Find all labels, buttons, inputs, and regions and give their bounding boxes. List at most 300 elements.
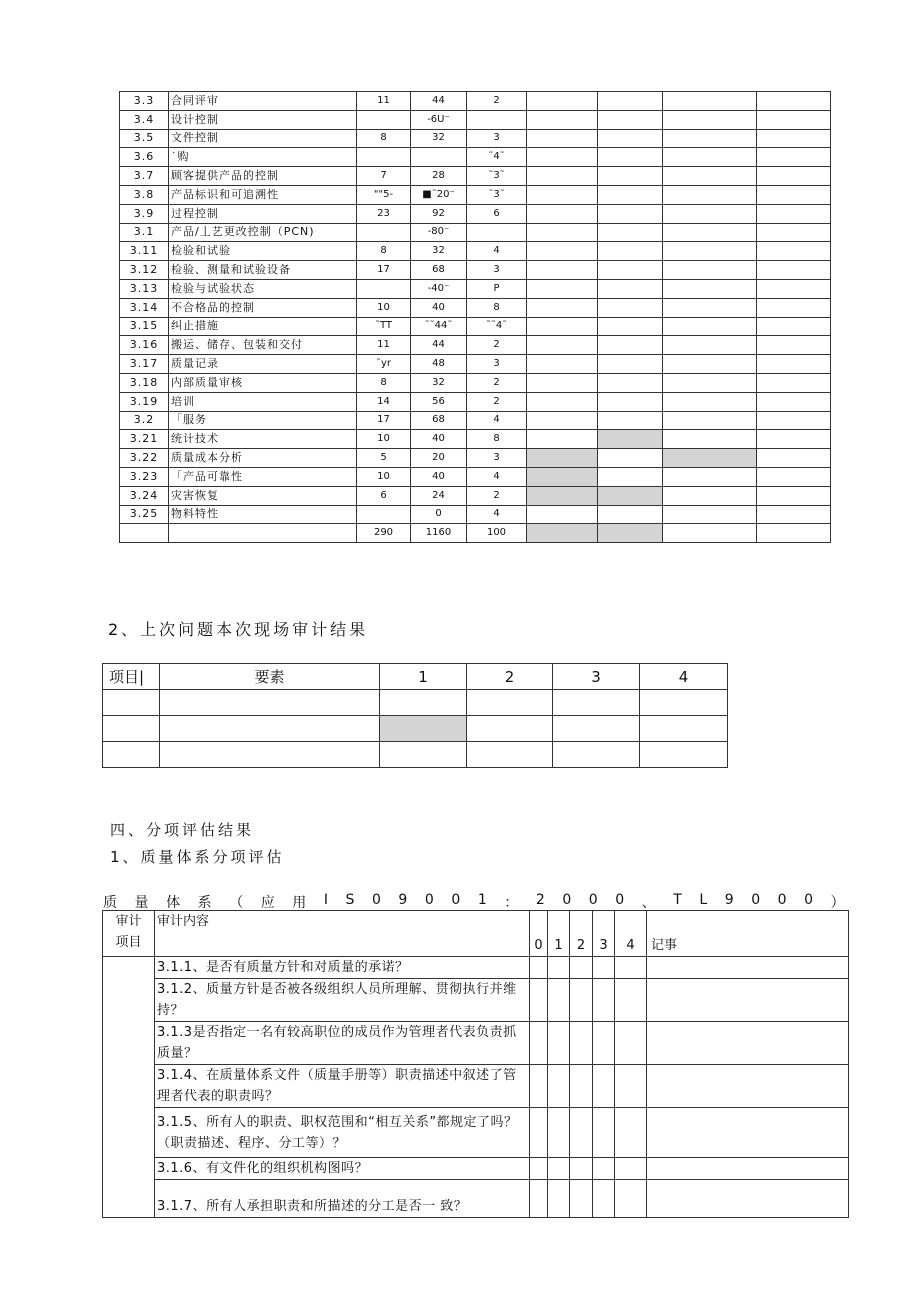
row-id: 3.2: [120, 411, 169, 430]
row-value-b: 68: [411, 261, 467, 280]
row-value-c: 3: [467, 355, 527, 374]
table-row: [103, 979, 849, 1022]
notes-cell: [647, 1158, 849, 1180]
empty-cell: [598, 298, 663, 317]
table-row: [120, 430, 831, 449]
header-element: 要素: [160, 664, 380, 690]
row-name: 统计技术: [169, 430, 357, 449]
table-row: [120, 110, 831, 129]
table-row: [120, 355, 831, 374]
row-value-c: 2: [467, 92, 527, 111]
table-row: [120, 336, 831, 355]
quality-system-audit-table: [102, 910, 849, 1218]
empty-cell: [598, 524, 663, 543]
heading-char: 用: [292, 895, 307, 911]
row-value-a: [357, 505, 411, 524]
row-id: 3.25: [120, 505, 169, 524]
empty-cell: [598, 430, 663, 449]
audit-question: 3.1.6、有文件化的组织机构图吗？: [155, 1158, 530, 1180]
row-name: 灾害恢复: [169, 486, 357, 505]
empty-cell: [527, 505, 598, 524]
score-cell: [615, 1180, 647, 1218]
row-name: 产品/丄艺更改控制（PCN): [169, 223, 357, 242]
score-cell: [530, 1108, 548, 1158]
row-id: 3.17: [120, 355, 169, 374]
row-id: 3.16: [120, 336, 169, 355]
header-1: 1: [380, 664, 467, 690]
score-2: 2: [570, 911, 593, 957]
row-id: 3.7: [120, 167, 169, 186]
score-cell: [548, 1022, 570, 1065]
empty-cell: [598, 355, 663, 374]
empty-cell: [663, 355, 757, 374]
table-row: [120, 317, 831, 336]
table-row: [120, 261, 831, 280]
row-value-c: 2: [467, 336, 527, 355]
row-value-a: 11: [357, 92, 411, 111]
empty-cell: [598, 411, 663, 430]
row-name: ˙购: [169, 148, 357, 167]
empty-cell: [663, 279, 757, 298]
row-id: 3.4: [120, 110, 169, 129]
empty-cell: [598, 110, 663, 129]
row-value-b: -80⁻: [411, 223, 467, 242]
score-cell: [615, 1158, 647, 1180]
row-value-c: ˜3˜: [467, 167, 527, 186]
empty-cell: [663, 336, 757, 355]
empty-cell: [757, 392, 831, 411]
score-cell: [593, 1158, 615, 1180]
row-id: 3.1: [120, 223, 169, 242]
row-value-c: 4: [467, 242, 527, 261]
empty-cell: [598, 129, 663, 148]
row-value-c: 3: [467, 449, 527, 468]
empty-cell: [598, 336, 663, 355]
row-value-b: -6U⁻: [411, 110, 467, 129]
row-value-b: 24: [411, 486, 467, 505]
row-value-c: 4: [467, 411, 527, 430]
row-value-a: 7: [357, 167, 411, 186]
empty-cell: [527, 167, 598, 186]
empty-cell: [527, 467, 598, 486]
heading-char: 0: [424, 892, 434, 908]
empty-cell: [598, 204, 663, 223]
row-value-b: 48: [411, 355, 467, 374]
row-name: [169, 524, 357, 543]
table-row: [120, 392, 831, 411]
heading-char: 系: [197, 895, 212, 911]
table-header-row: [103, 664, 728, 690]
previous-issues-table: [102, 663, 728, 768]
empty-cell: [757, 486, 831, 505]
row-value-a: 10: [357, 430, 411, 449]
audit-question: 3.1.4、在质量体系文件（质量手册等）职责描述中叙述了管理者代表的职责吗？: [155, 1065, 530, 1108]
table-row: [120, 524, 831, 543]
row-value-a: 290: [357, 524, 411, 543]
row-name: 检验和试验: [169, 242, 357, 261]
heading-char: 0: [804, 892, 814, 908]
row-name: 过程控制: [169, 204, 357, 223]
empty-cell: [663, 411, 757, 430]
empty-cell: [663, 148, 757, 167]
score-cell: [530, 979, 548, 1022]
empty-cell: [598, 317, 663, 336]
empty-cell: [598, 185, 663, 204]
header-2: 2: [467, 664, 553, 690]
score-cell: [548, 1065, 570, 1108]
empty-cell: [663, 185, 757, 204]
header-audit-item-1: 审计: [115, 914, 142, 929]
row-value-b: 44: [411, 336, 467, 355]
table-header-row: [103, 911, 849, 957]
row-value-b: 20: [411, 449, 467, 468]
empty-cell: [757, 110, 831, 129]
score-cell: [530, 957, 548, 979]
heading-char: 、: [641, 895, 656, 911]
table-row: [103, 1108, 849, 1158]
heading-char: L: [699, 892, 708, 908]
score-cell: [593, 1180, 615, 1218]
heading-char: 1: [477, 892, 487, 908]
row-name: 检验、测量和试验设备: [169, 261, 357, 280]
score-cell: [570, 1065, 593, 1108]
row-id: 3.8: [120, 185, 169, 204]
row-value-a: 14: [357, 392, 411, 411]
empty-cell: [527, 411, 598, 430]
empty-cell: [757, 279, 831, 298]
empty-cell: [527, 242, 598, 261]
empty-cell: [598, 261, 663, 280]
row-value-b: -40⁻: [411, 279, 467, 298]
row-value-b: ■˜20⁻: [411, 185, 467, 204]
score-0: 0: [530, 911, 548, 957]
row-name: 质量记录: [169, 355, 357, 374]
row-value-b: 40: [411, 298, 467, 317]
row-id: 3.24: [120, 486, 169, 505]
table-row: [120, 467, 831, 486]
empty-cell: [757, 129, 831, 148]
row-id: 3.22: [120, 449, 169, 468]
row-value-a: ""5-: [357, 185, 411, 204]
score-cell: [570, 1180, 593, 1218]
table-row: [103, 1158, 849, 1180]
row-value-c: 2: [467, 373, 527, 392]
row-value-b: 40: [411, 467, 467, 486]
heading-char: （: [229, 895, 244, 911]
row-value-c: 8: [467, 430, 527, 449]
empty-cell: [757, 467, 831, 486]
heading-char: 0: [371, 892, 381, 908]
row-value-c: 2: [467, 392, 527, 411]
row-value-c: ˜4˜: [467, 148, 527, 167]
empty-cell: [527, 129, 598, 148]
table-row: [120, 486, 831, 505]
table-row: [120, 298, 831, 317]
row-value-a: 6: [357, 486, 411, 505]
header-4: 4: [640, 664, 728, 690]
empty-cell: [527, 486, 598, 505]
empty-cell: [757, 505, 831, 524]
heading-char: T: [673, 892, 682, 908]
score-1: 1: [548, 911, 570, 957]
empty-cell: [527, 392, 598, 411]
table-row: [120, 449, 831, 468]
row-value-a: 8: [357, 373, 411, 392]
row-value-c: P: [467, 279, 527, 298]
table-row: [120, 279, 831, 298]
row-name: 「服务: [169, 411, 357, 430]
heading-char: ：: [504, 895, 519, 911]
summary-score-table: [119, 91, 831, 543]
notes-cell: [647, 1065, 849, 1108]
header-3: 3: [553, 664, 640, 690]
row-id: 3.5: [120, 129, 169, 148]
empty-cell: [663, 430, 757, 449]
empty-cell: [757, 336, 831, 355]
table-row: [103, 690, 728, 716]
row-id: 3.9: [120, 204, 169, 223]
empty-cell: [757, 298, 831, 317]
row-value-b: 44: [411, 92, 467, 111]
row-name: 检验与试验状态: [169, 279, 357, 298]
score-cell: [615, 957, 647, 979]
score-cell: [570, 1022, 593, 1065]
row-value-b: 32: [411, 242, 467, 261]
empty-cell: [527, 317, 598, 336]
empty-cell: [527, 92, 598, 111]
score-cell: [530, 1022, 548, 1065]
score-cell: [530, 1180, 548, 1218]
score-cell: [615, 1065, 647, 1108]
heading-char: 0: [751, 892, 761, 908]
empty-cell: [663, 524, 757, 543]
score-cell: [570, 979, 593, 1022]
notes-cell: [647, 957, 849, 979]
table-row: [120, 505, 831, 524]
row-name: 「产品可靠性: [169, 467, 357, 486]
heading-char: 质: [103, 895, 117, 911]
row-value-c: 100: [467, 524, 527, 543]
score-cell: [548, 1108, 570, 1158]
row-value-c: 6: [467, 204, 527, 223]
empty-cell: [757, 317, 831, 336]
heading-char: 量: [134, 895, 149, 911]
heading-char: 0: [588, 892, 598, 908]
empty-cell: [527, 110, 598, 129]
table-row: [120, 92, 831, 111]
empty-cell: [663, 449, 757, 468]
row-name: 物料特性: [169, 505, 357, 524]
audit-question: 3.1.3是否指定一名有较高职位的成员作为管理者代表负责抓质量？: [155, 1022, 530, 1065]
row-value-b: [411, 148, 467, 167]
row-id: 3.6: [120, 148, 169, 167]
heading-char: 0: [777, 892, 787, 908]
empty-cell: [663, 167, 757, 186]
row-value-a: [357, 223, 411, 242]
empty-cell: [757, 524, 831, 543]
row-value-c: 3: [467, 129, 527, 148]
score-cell: [570, 1108, 593, 1158]
row-value-c: [467, 223, 527, 242]
heading-char: 0: [615, 892, 625, 908]
row-name: 培训: [169, 392, 357, 411]
empty-cell: [598, 148, 663, 167]
empty-cell: [757, 223, 831, 242]
table-row: [120, 148, 831, 167]
score-cell: [593, 1108, 615, 1158]
heading-char: S: [345, 892, 355, 908]
row-value-c: 2: [467, 486, 527, 505]
row-value-c: ˜3˜: [467, 185, 527, 204]
empty-cell: [757, 242, 831, 261]
empty-cell: [527, 336, 598, 355]
score-cell: [548, 1158, 570, 1180]
table-row: [103, 1065, 849, 1108]
empty-cell: [527, 261, 598, 280]
table-row: [120, 373, 831, 392]
table-row: [120, 129, 831, 148]
row-value-a: 8: [357, 129, 411, 148]
row-value-a: 8: [357, 242, 411, 261]
empty-cell: [527, 204, 598, 223]
score-cell: [615, 1022, 647, 1065]
heading-char: 应: [260, 895, 275, 911]
empty-cell: [527, 430, 598, 449]
score-cell: [593, 1022, 615, 1065]
table-row: [103, 1180, 849, 1218]
row-value-a: [357, 148, 411, 167]
empty-cell: [757, 411, 831, 430]
table-row: [120, 223, 831, 242]
empty-cell: [598, 449, 663, 468]
section-4-subtitle: 1、质量体系分项评估: [110, 848, 285, 866]
empty-cell: [757, 355, 831, 374]
heading-char: 9: [724, 892, 734, 908]
notes-cell: [647, 1108, 849, 1158]
table-row: [103, 957, 849, 979]
row-value-c: 8: [467, 298, 527, 317]
row-name: 纠止措施: [169, 317, 357, 336]
empty-cell: [663, 242, 757, 261]
heading-char: I: [323, 892, 328, 908]
score-cell: [548, 979, 570, 1022]
row-value-b: 56: [411, 392, 467, 411]
row-value-b: 32: [411, 129, 467, 148]
header-audit-item-2: 项目: [115, 935, 142, 950]
row-value-b: 68: [411, 411, 467, 430]
empty-cell: [598, 167, 663, 186]
empty-cell: [757, 430, 831, 449]
heading-char: 体: [166, 895, 181, 911]
row-id: 3.11: [120, 242, 169, 261]
header-item: 项目|: [103, 664, 160, 690]
row-value-c: 3: [467, 261, 527, 280]
empty-cell: [527, 279, 598, 298]
header-notes: 记事: [647, 911, 849, 957]
score-cell: [615, 1108, 647, 1158]
audit-question: 3.1.1、是否有质量方针和对质量的承诺？: [155, 957, 530, 979]
row-value-b: 28: [411, 167, 467, 186]
score-cell: [615, 979, 647, 1022]
row-value-a: ˜yr: [357, 355, 411, 374]
row-value-a: 23: [357, 204, 411, 223]
heading-char: ）: [830, 895, 845, 911]
empty-cell: [663, 486, 757, 505]
empty-cell: [757, 373, 831, 392]
row-value-b: 92: [411, 204, 467, 223]
score-cell: [530, 1158, 548, 1180]
row-id: [120, 524, 169, 543]
table-row: [103, 742, 728, 768]
score-cell: [570, 1158, 593, 1180]
score-3: 3: [593, 911, 615, 957]
heading-char: 2: [535, 892, 545, 908]
empty-cell: [663, 298, 757, 317]
empty-cell: [663, 129, 757, 148]
row-value-b: 0: [411, 505, 467, 524]
row-id: 3.23: [120, 467, 169, 486]
empty-cell: [757, 92, 831, 111]
row-id: 3.21: [120, 430, 169, 449]
row-name: 设计控制: [169, 110, 357, 129]
empty-cell: [663, 92, 757, 111]
score-cell: [530, 1065, 548, 1108]
empty-cell: [757, 148, 831, 167]
empty-cell: [598, 279, 663, 298]
empty-cell: [527, 449, 598, 468]
row-name: 搬运、储存、包装和交付: [169, 336, 357, 355]
row-id: 3.19: [120, 392, 169, 411]
empty-cell: [663, 317, 757, 336]
empty-cell: [527, 373, 598, 392]
notes-cell: [647, 979, 849, 1022]
notes-cell: [647, 1180, 849, 1218]
audit-question: 3.1.7、所有人承担职责和所描述的分工是否一 致？: [155, 1180, 530, 1218]
row-value-c: ˜˜4˜: [467, 317, 527, 336]
header-audit-content: 审计内容: [155, 911, 530, 957]
row-value-c: [467, 110, 527, 129]
score-cell: [548, 957, 570, 979]
empty-cell: [527, 223, 598, 242]
empty-cell: [757, 449, 831, 468]
row-id: 3.18: [120, 373, 169, 392]
heading-char: 0: [562, 892, 572, 908]
empty-cell: [663, 392, 757, 411]
row-name: 不合格品的控制: [169, 298, 357, 317]
score-cell: [548, 1180, 570, 1218]
empty-cell: [598, 486, 663, 505]
row-value-a: 11: [357, 336, 411, 355]
table-row: [120, 411, 831, 430]
row-id: 3.15: [120, 317, 169, 336]
empty-cell: [757, 167, 831, 186]
table-row: [120, 242, 831, 261]
score-4: 4: [615, 911, 647, 957]
notes-cell: [647, 1022, 849, 1065]
row-value-a: 17: [357, 261, 411, 280]
empty-cell: [663, 467, 757, 486]
table-row: [120, 204, 831, 223]
empty-cell: [757, 261, 831, 280]
table-row: [103, 1022, 849, 1065]
audit-question: 3.1.2、质量方针是否被各级组织人员所理解、贯彻执行并维持？: [155, 979, 530, 1022]
empty-cell: [663, 110, 757, 129]
heading-char: 9: [398, 892, 408, 908]
empty-cell: [663, 373, 757, 392]
row-name: 合同评审: [169, 92, 357, 111]
empty-cell: [663, 505, 757, 524]
empty-cell: [757, 185, 831, 204]
